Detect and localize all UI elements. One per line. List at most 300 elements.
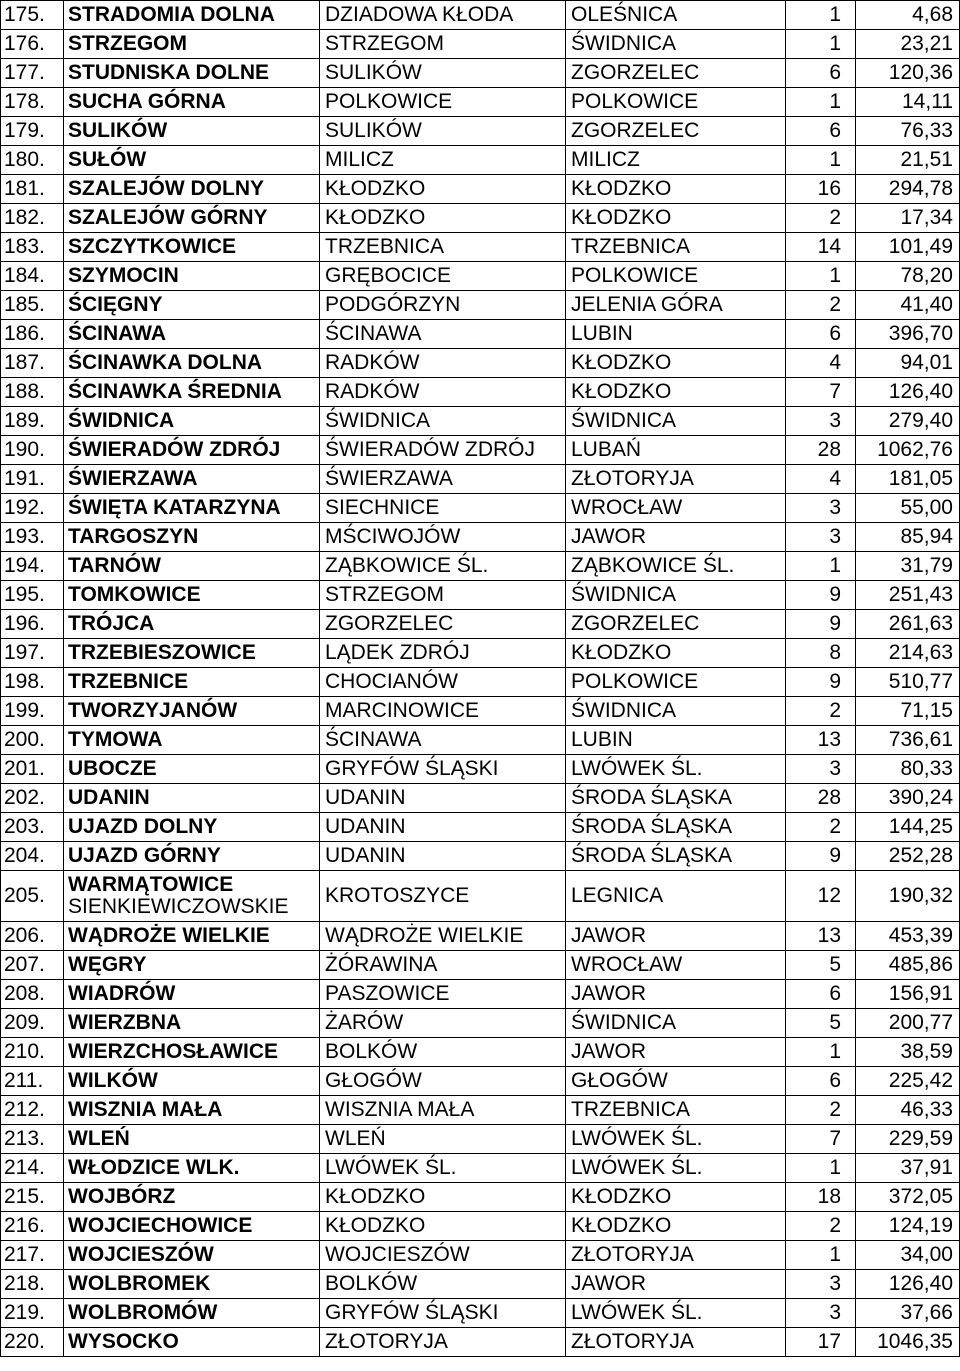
row-number: 207. (1, 951, 64, 980)
area-value: 124,19 (856, 1212, 960, 1241)
area-value: 144,25 (856, 813, 960, 842)
commune-name: ZŁOTORYJA (320, 1328, 566, 1357)
count-value: 1 (786, 1154, 856, 1183)
county-name: POLKOWICE (566, 668, 786, 697)
count-value: 2 (786, 1212, 856, 1241)
county-name: JAWOR (566, 922, 786, 951)
area-value: 200,77 (856, 1009, 960, 1038)
county-name: ŚRODA ŚLĄSKA (566, 784, 786, 813)
locality-name: WOJBÓRZ (64, 1183, 320, 1212)
commune-name: GŁOGÓW (320, 1067, 566, 1096)
count-value: 13 (786, 922, 856, 951)
table-row (1, 951, 960, 980)
locality-name: TARGOSZYN (64, 523, 320, 552)
commune-name: PODGÓRZYN (320, 291, 566, 320)
area-value: 31,79 (856, 552, 960, 581)
area-value: 261,63 (856, 610, 960, 639)
county-name: ŚWIDNICA (566, 407, 786, 436)
table-row (1, 697, 960, 726)
table-row (1, 1009, 960, 1038)
row-number: 178. (1, 88, 64, 117)
count-value: 3 (786, 407, 856, 436)
table-row (1, 175, 960, 204)
locality-name: WIADRÓW (64, 980, 320, 1009)
count-value: 7 (786, 1125, 856, 1154)
locality-name: ŚWIERADÓW ZDRÓJ (64, 436, 320, 465)
row-number: 183. (1, 233, 64, 262)
locality-name: WISZNIA MAŁA (64, 1096, 320, 1125)
locality-name: WLEŃ (64, 1125, 320, 1154)
commune-name: KŁODZKO (320, 1212, 566, 1241)
county-name: ZGORZELEC (566, 59, 786, 88)
row-number: 181. (1, 175, 64, 204)
row-number: 220. (1, 1328, 64, 1357)
table-row (1, 552, 960, 581)
county-name: GŁOGÓW (566, 1067, 786, 1096)
locality-name: TWORZYJANÓW (64, 697, 320, 726)
locality-name: UBOCZE (64, 755, 320, 784)
locality-name: STUDNISKA DOLNE (64, 59, 320, 88)
locality-name: WOJCIECHOWICE (64, 1212, 320, 1241)
row-number: 217. (1, 1241, 64, 1270)
locality-name: SULIKÓW (64, 117, 320, 146)
table-row (1, 291, 960, 320)
commune-name: DZIADOWA KŁODA (320, 1, 566, 30)
area-value: 4,68 (856, 1, 960, 30)
table-row (1, 784, 960, 813)
table-row (1, 1096, 960, 1125)
area-value: 37,91 (856, 1154, 960, 1183)
commune-name: SULIKÓW (320, 117, 566, 146)
count-value: 2 (786, 204, 856, 233)
commune-name: WISZNIA MAŁA (320, 1096, 566, 1125)
area-value: 120,36 (856, 59, 960, 88)
area-value: 279,40 (856, 407, 960, 436)
row-number: 211. (1, 1067, 64, 1096)
count-value: 3 (786, 494, 856, 523)
row-number: 203. (1, 813, 64, 842)
area-value: 55,00 (856, 494, 960, 523)
locality-name: ŚCINAWA (64, 320, 320, 349)
count-value: 13 (786, 726, 856, 755)
area-value: 38,59 (856, 1038, 960, 1067)
area-value: 251,43 (856, 581, 960, 610)
locality-name: WOJCIESZÓW (64, 1241, 320, 1270)
table-row (1, 407, 960, 436)
locality-name: WOLBROMEK (64, 1270, 320, 1299)
locality-name-line-2: SIENKIEWICZOWSKIE (68, 895, 289, 918)
row-number: 218. (1, 1270, 64, 1299)
count-value: 2 (786, 697, 856, 726)
area-value: 37,66 (856, 1299, 960, 1328)
area-value: 1046,35 (856, 1328, 960, 1357)
locality-name: TRZEBNICE (64, 668, 320, 697)
locality-name: TOMKOWICE (64, 581, 320, 610)
count-value: 6 (786, 117, 856, 146)
locality-name: UJAZD GÓRNY (64, 842, 320, 871)
county-name: MILICZ (566, 146, 786, 175)
county-name: ZŁOTORYJA (566, 1328, 786, 1357)
row-number: 177. (1, 59, 64, 88)
row-number: 212. (1, 1096, 64, 1125)
county-name: LWÓWEK ŚL. (566, 1154, 786, 1183)
table-row (1, 1299, 960, 1328)
count-value: 6 (786, 59, 856, 88)
table-row (1, 88, 960, 117)
row-number: 204. (1, 842, 64, 871)
area-value: 396,70 (856, 320, 960, 349)
row-number: 198. (1, 668, 64, 697)
commune-name: WĄDROŻE WIELKIE (320, 922, 566, 951)
commune-name: ŚCINAWA (320, 320, 566, 349)
row-number: 188. (1, 378, 64, 407)
locality-name: SZALEJÓW DOLNY (64, 175, 320, 204)
table-row (1, 349, 960, 378)
county-name: LWÓWEK ŚL. (566, 755, 786, 784)
commune-name: RADKÓW (320, 349, 566, 378)
area-value: 126,40 (856, 378, 960, 407)
commune-name: ŚWIDNICA (320, 407, 566, 436)
table-row (1, 1212, 960, 1241)
count-value: 7 (786, 378, 856, 407)
locality-name-line-1: WARMĄTOWICE (68, 873, 234, 896)
count-value: 3 (786, 523, 856, 552)
area-value: 190,32 (856, 871, 960, 922)
commune-name: RADKÓW (320, 378, 566, 407)
locality-name: ŚCINAWKA DOLNA (64, 349, 320, 378)
commune-name: LĄDEK ZDRÓJ (320, 639, 566, 668)
commune-name: UDANIN (320, 813, 566, 842)
county-name: JAWOR (566, 1270, 786, 1299)
table-body (1, 1, 960, 1357)
count-value: 1 (786, 30, 856, 59)
row-number: 208. (1, 980, 64, 1009)
table-row (1, 610, 960, 639)
row-number: 176. (1, 30, 64, 59)
area-value: 1062,76 (856, 436, 960, 465)
row-number: 185. (1, 291, 64, 320)
count-value: 3 (786, 1299, 856, 1328)
county-name: LUBIN (566, 320, 786, 349)
commune-name: ŚCINAWA (320, 726, 566, 755)
table-row (1, 980, 960, 1009)
table-row (1, 1328, 960, 1357)
row-number: 193. (1, 523, 64, 552)
count-value: 17 (786, 1328, 856, 1357)
table-row (1, 581, 960, 610)
area-value: 76,33 (856, 117, 960, 146)
commune-name: KŁODZKO (320, 175, 566, 204)
area-value: 80,33 (856, 755, 960, 784)
count-value: 1 (786, 146, 856, 175)
commune-name: GRYFÓW ŚLĄSKI (320, 1299, 566, 1328)
count-value: 18 (786, 1183, 856, 1212)
count-value: 1 (786, 88, 856, 117)
commune-name: WLEŃ (320, 1125, 566, 1154)
commune-name: ZGORZELEC (320, 610, 566, 639)
commune-name: MŚCIWOJÓW (320, 523, 566, 552)
row-number: 196. (1, 610, 64, 639)
locality-name: SUCHA GÓRNA (64, 88, 320, 117)
county-name: ZŁOTORYJA (566, 465, 786, 494)
row-number: 219. (1, 1299, 64, 1328)
county-name: LWÓWEK ŚL. (566, 1299, 786, 1328)
locality-name: SZALEJÓW GÓRNY (64, 204, 320, 233)
count-value: 2 (786, 813, 856, 842)
area-value: 156,91 (856, 980, 960, 1009)
row-number: 184. (1, 262, 64, 291)
area-value: 78,20 (856, 262, 960, 291)
table-row (1, 842, 960, 871)
row-number: 205. (1, 871, 64, 922)
count-value: 9 (786, 610, 856, 639)
row-number: 199. (1, 697, 64, 726)
locality-name: SUŁÓW (64, 146, 320, 175)
row-number: 182. (1, 204, 64, 233)
row-number: 215. (1, 1183, 64, 1212)
area-value: 41,40 (856, 291, 960, 320)
area-value: 94,01 (856, 349, 960, 378)
count-value: 5 (786, 1009, 856, 1038)
row-number: 175. (1, 1, 64, 30)
table-row (1, 1270, 960, 1299)
county-name: POLKOWICE (566, 262, 786, 291)
count-value: 1 (786, 552, 856, 581)
count-value: 3 (786, 755, 856, 784)
county-name: KŁODZKO (566, 349, 786, 378)
county-name: KŁODZKO (566, 175, 786, 204)
commune-name: MILICZ (320, 146, 566, 175)
locality-name: WIERZBNA (64, 1009, 320, 1038)
area-value: 17,34 (856, 204, 960, 233)
row-number: 195. (1, 581, 64, 610)
count-value: 16 (786, 175, 856, 204)
area-value: 225,42 (856, 1067, 960, 1096)
commune-name: ŻÓRAWINA (320, 951, 566, 980)
area-value: 372,05 (856, 1183, 960, 1212)
table-row (1, 30, 960, 59)
county-name: ŚWIDNICA (566, 30, 786, 59)
row-number: 216. (1, 1212, 64, 1241)
count-value: 9 (786, 581, 856, 610)
commune-name: ŻARÓW (320, 1009, 566, 1038)
row-number: 210. (1, 1038, 64, 1067)
count-value: 2 (786, 291, 856, 320)
row-number: 194. (1, 552, 64, 581)
row-number: 191. (1, 465, 64, 494)
area-value: 294,78 (856, 175, 960, 204)
row-number: 189. (1, 407, 64, 436)
commune-name: WOJCIESZÓW (320, 1241, 566, 1270)
commune-name: UDANIN (320, 842, 566, 871)
count-value: 6 (786, 320, 856, 349)
county-name: ZGORZELEC (566, 610, 786, 639)
table-row (1, 378, 960, 407)
area-value: 453,39 (856, 922, 960, 951)
row-number: 206. (1, 922, 64, 951)
commune-name: STRZEGOM (320, 30, 566, 59)
locality-name: UJAZD DOLNY (64, 813, 320, 842)
area-value: 485,86 (856, 951, 960, 980)
locality-name: SZCZYTKOWICE (64, 233, 320, 262)
count-value: 1 (786, 262, 856, 291)
locality-name: WŁODZICE WLK. (64, 1154, 320, 1183)
area-value: 736,61 (856, 726, 960, 755)
table-row (1, 639, 960, 668)
commune-name: GRYFÓW ŚLĄSKI (320, 755, 566, 784)
area-value: 126,40 (856, 1270, 960, 1299)
table-row (1, 1125, 960, 1154)
area-value: 14,11 (856, 88, 960, 117)
count-value: 5 (786, 951, 856, 980)
locality-name: STRZEGOM (64, 30, 320, 59)
area-value: 214,63 (856, 639, 960, 668)
commune-name: MARCINOWICE (320, 697, 566, 726)
locality-name: WĄDROŻE WIELKIE (64, 922, 320, 951)
commune-name: BOLKÓW (320, 1038, 566, 1067)
row-number: 213. (1, 1125, 64, 1154)
area-value: 229,59 (856, 1125, 960, 1154)
locality-name: WILKÓW (64, 1067, 320, 1096)
county-name: ZĄBKOWICE ŚL. (566, 552, 786, 581)
county-name: JAWOR (566, 1038, 786, 1067)
commune-name: KROTOSZYCE (320, 871, 566, 922)
county-name: KŁODZKO (566, 204, 786, 233)
area-value: 181,05 (856, 465, 960, 494)
table-row (1, 813, 960, 842)
commune-name: ZĄBKOWICE ŚL. (320, 552, 566, 581)
table-row (1, 1183, 960, 1212)
locality-name: UDANIN (64, 784, 320, 813)
count-value: 8 (786, 639, 856, 668)
locality-name: TARNÓW (64, 552, 320, 581)
count-value: 1 (786, 1038, 856, 1067)
locality-name: TRÓJCA (64, 610, 320, 639)
row-number: 180. (1, 146, 64, 175)
commune-name: KŁODZKO (320, 204, 566, 233)
commune-name: POLKOWICE (320, 88, 566, 117)
county-name: ZGORZELEC (566, 117, 786, 146)
row-number: 190. (1, 436, 64, 465)
table-row (1, 523, 960, 552)
commune-name: SIECHNICE (320, 494, 566, 523)
commune-name: CHOCIANÓW (320, 668, 566, 697)
locality-name: WYSOCKO (64, 1328, 320, 1357)
row-number: 201. (1, 755, 64, 784)
row-number: 209. (1, 1009, 64, 1038)
area-value: 85,94 (856, 523, 960, 552)
commune-name: PASZOWICE (320, 980, 566, 1009)
commune-name: ŚWIERZAWA (320, 465, 566, 494)
row-number: 214. (1, 1154, 64, 1183)
count-value: 14 (786, 233, 856, 262)
locality-name: ŚWIĘTA KATARZYNA (64, 494, 320, 523)
row-number: 192. (1, 494, 64, 523)
commune-name: STRZEGOM (320, 581, 566, 610)
table-row (1, 233, 960, 262)
county-name: JAWOR (566, 980, 786, 1009)
county-name: ŚRODA ŚLĄSKA (566, 842, 786, 871)
count-value: 6 (786, 980, 856, 1009)
row-number: 187. (1, 349, 64, 378)
county-name: OLEŚNICA (566, 1, 786, 30)
table-row (1, 320, 960, 349)
county-name: ŚWIDNICA (566, 581, 786, 610)
commune-name: BOLKÓW (320, 1270, 566, 1299)
area-value: 101,49 (856, 233, 960, 262)
table-row (1, 1067, 960, 1096)
county-name: ZŁOTORYJA (566, 1241, 786, 1270)
county-name: ŚWIDNICA (566, 697, 786, 726)
locality-name: WĘGRY (64, 951, 320, 980)
table-row (1, 755, 960, 784)
table-row (1, 436, 960, 465)
county-name: TRZEBNICA (566, 233, 786, 262)
locality-name: ŚWIDNICA (64, 407, 320, 436)
commune-name: ŚWIERADÓW ZDRÓJ (320, 436, 566, 465)
locality-name: WIERZCHOSŁAWICE (64, 1038, 320, 1067)
count-value: 2 (786, 1096, 856, 1125)
count-value: 3 (786, 1270, 856, 1299)
area-value: 71,15 (856, 697, 960, 726)
county-name: WROCŁAW (566, 494, 786, 523)
table-row (1, 1154, 960, 1183)
table-row (1, 146, 960, 175)
locality-name (64, 871, 320, 922)
count-value: 4 (786, 349, 856, 378)
county-name: ŚWIDNICA (566, 1009, 786, 1038)
locality-name: STRADOMIA DOLNA (64, 1, 320, 30)
table-row (1, 494, 960, 523)
county-name: JELENIA GÓRA (566, 291, 786, 320)
row-number: 186. (1, 320, 64, 349)
county-name: WROCŁAW (566, 951, 786, 980)
count-value: 28 (786, 436, 856, 465)
table-row (1, 465, 960, 494)
area-value: 46,33 (856, 1096, 960, 1125)
count-value: 9 (786, 668, 856, 697)
count-value: 1 (786, 1, 856, 30)
locality-name: SZYMOCIN (64, 262, 320, 291)
county-name: JAWOR (566, 523, 786, 552)
count-value: 28 (786, 784, 856, 813)
table-row (1, 922, 960, 951)
count-value: 4 (786, 465, 856, 494)
locality-name: TRZEBIESZOWICE (64, 639, 320, 668)
area-value: 23,21 (856, 30, 960, 59)
locality-name: ŚWIERZAWA (64, 465, 320, 494)
row-number: 197. (1, 639, 64, 668)
commune-name: GRĘBOCICE (320, 262, 566, 291)
commune-name: KŁODZKO (320, 1183, 566, 1212)
county-name: LWÓWEK ŚL. (566, 1125, 786, 1154)
table-row (1, 1241, 960, 1270)
table-row (1, 204, 960, 233)
county-name: TRZEBNICA (566, 1096, 786, 1125)
table-row (1, 1, 960, 30)
county-name: LUBIN (566, 726, 786, 755)
county-name: LUBAŃ (566, 436, 786, 465)
locality-name: ŚCIĘGNY (64, 291, 320, 320)
locality-name: ŚCINAWKA ŚREDNIA (64, 378, 320, 407)
table-row (1, 668, 960, 697)
area-value: 252,28 (856, 842, 960, 871)
count-value: 6 (786, 1067, 856, 1096)
area-value: 510,77 (856, 668, 960, 697)
count-value: 1 (786, 1241, 856, 1270)
table-row (1, 117, 960, 146)
county-name: KŁODZKO (566, 1212, 786, 1241)
